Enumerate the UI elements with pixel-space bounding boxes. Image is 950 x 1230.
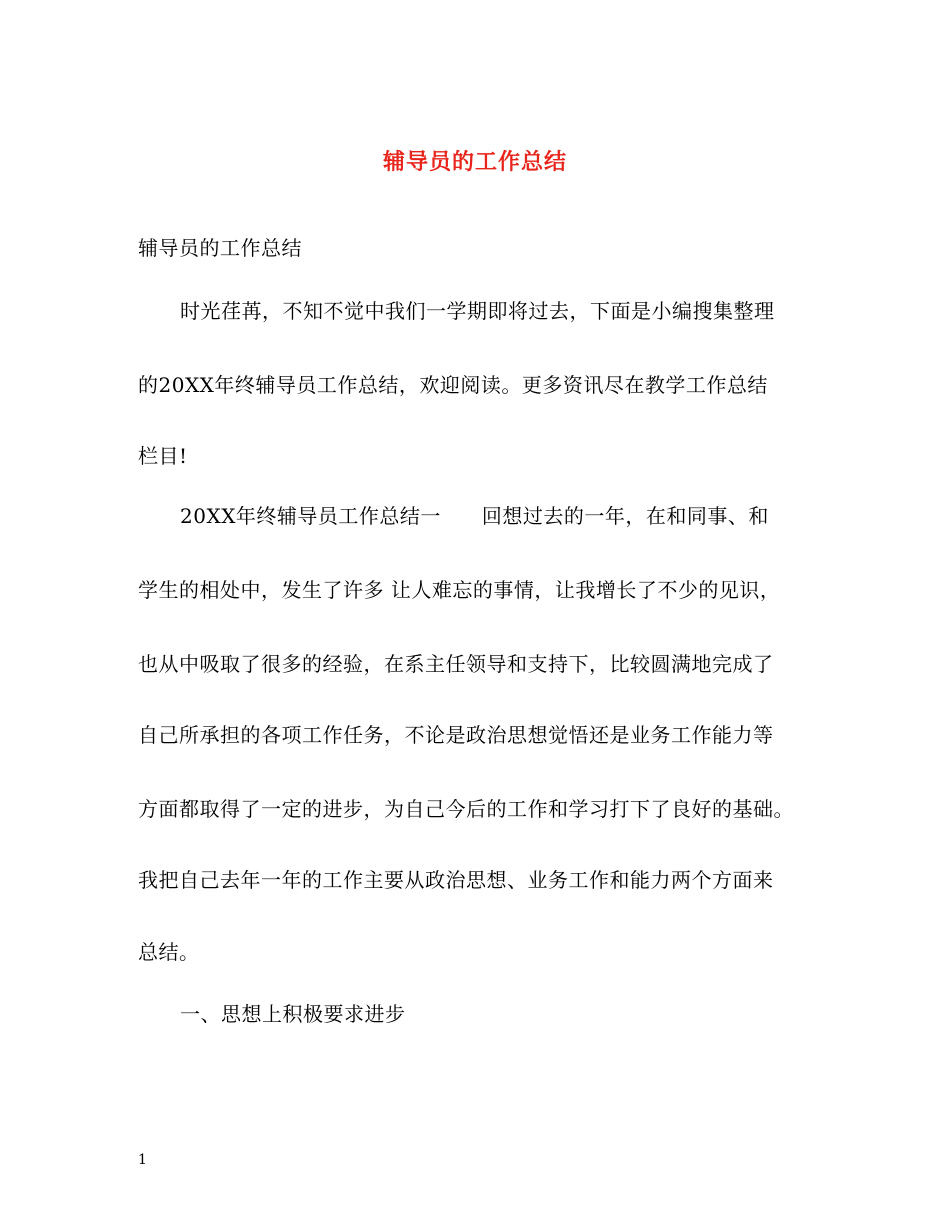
paragraph-line: 我把自己去年一年的工作主要从政治思想、业务工作和能力两个方面来 — [138, 868, 774, 892]
paragraph-line: 自己所承担的各项工作任务，不论是政治思想觉悟还是业务工作能力等 — [138, 723, 774, 747]
document-subtitle: 辅导员的工作总结 — [138, 236, 302, 260]
paragraph-line: 总结。 — [138, 940, 200, 964]
document-title: 辅导员的工作总结 — [382, 150, 567, 175]
paragraph-line: 方面都取得了一定的进步，为自己今后的工作和学习打下了良好的基础。 — [138, 797, 794, 821]
paragraph-line: 20XX年终辅导员工作总结一 回想过去的一年，在和同事、和 — [180, 504, 769, 528]
paragraph-line: 的20XX年终辅导员工作总结，欢迎阅读。更多资讯尽在教学工作总结 — [138, 373, 768, 397]
paragraph-line: 时光荏苒，不知不觉中我们一学期即将过去，下面是小编搜集整理 — [180, 299, 775, 323]
page-number: 1 — [138, 1152, 147, 1168]
paragraph-line: 也从中吸取了很多的经验，在系主任领导和支持下，比较圆满地完成了 — [138, 652, 774, 676]
paragraph-line: 栏目! — [138, 444, 188, 468]
section-heading: 一、思想上积极要求进步 — [180, 1002, 406, 1026]
paragraph-line: 学生的相处中，发生了许多 让人难忘的事情，让我增长了不少的见识， — [138, 578, 781, 602]
